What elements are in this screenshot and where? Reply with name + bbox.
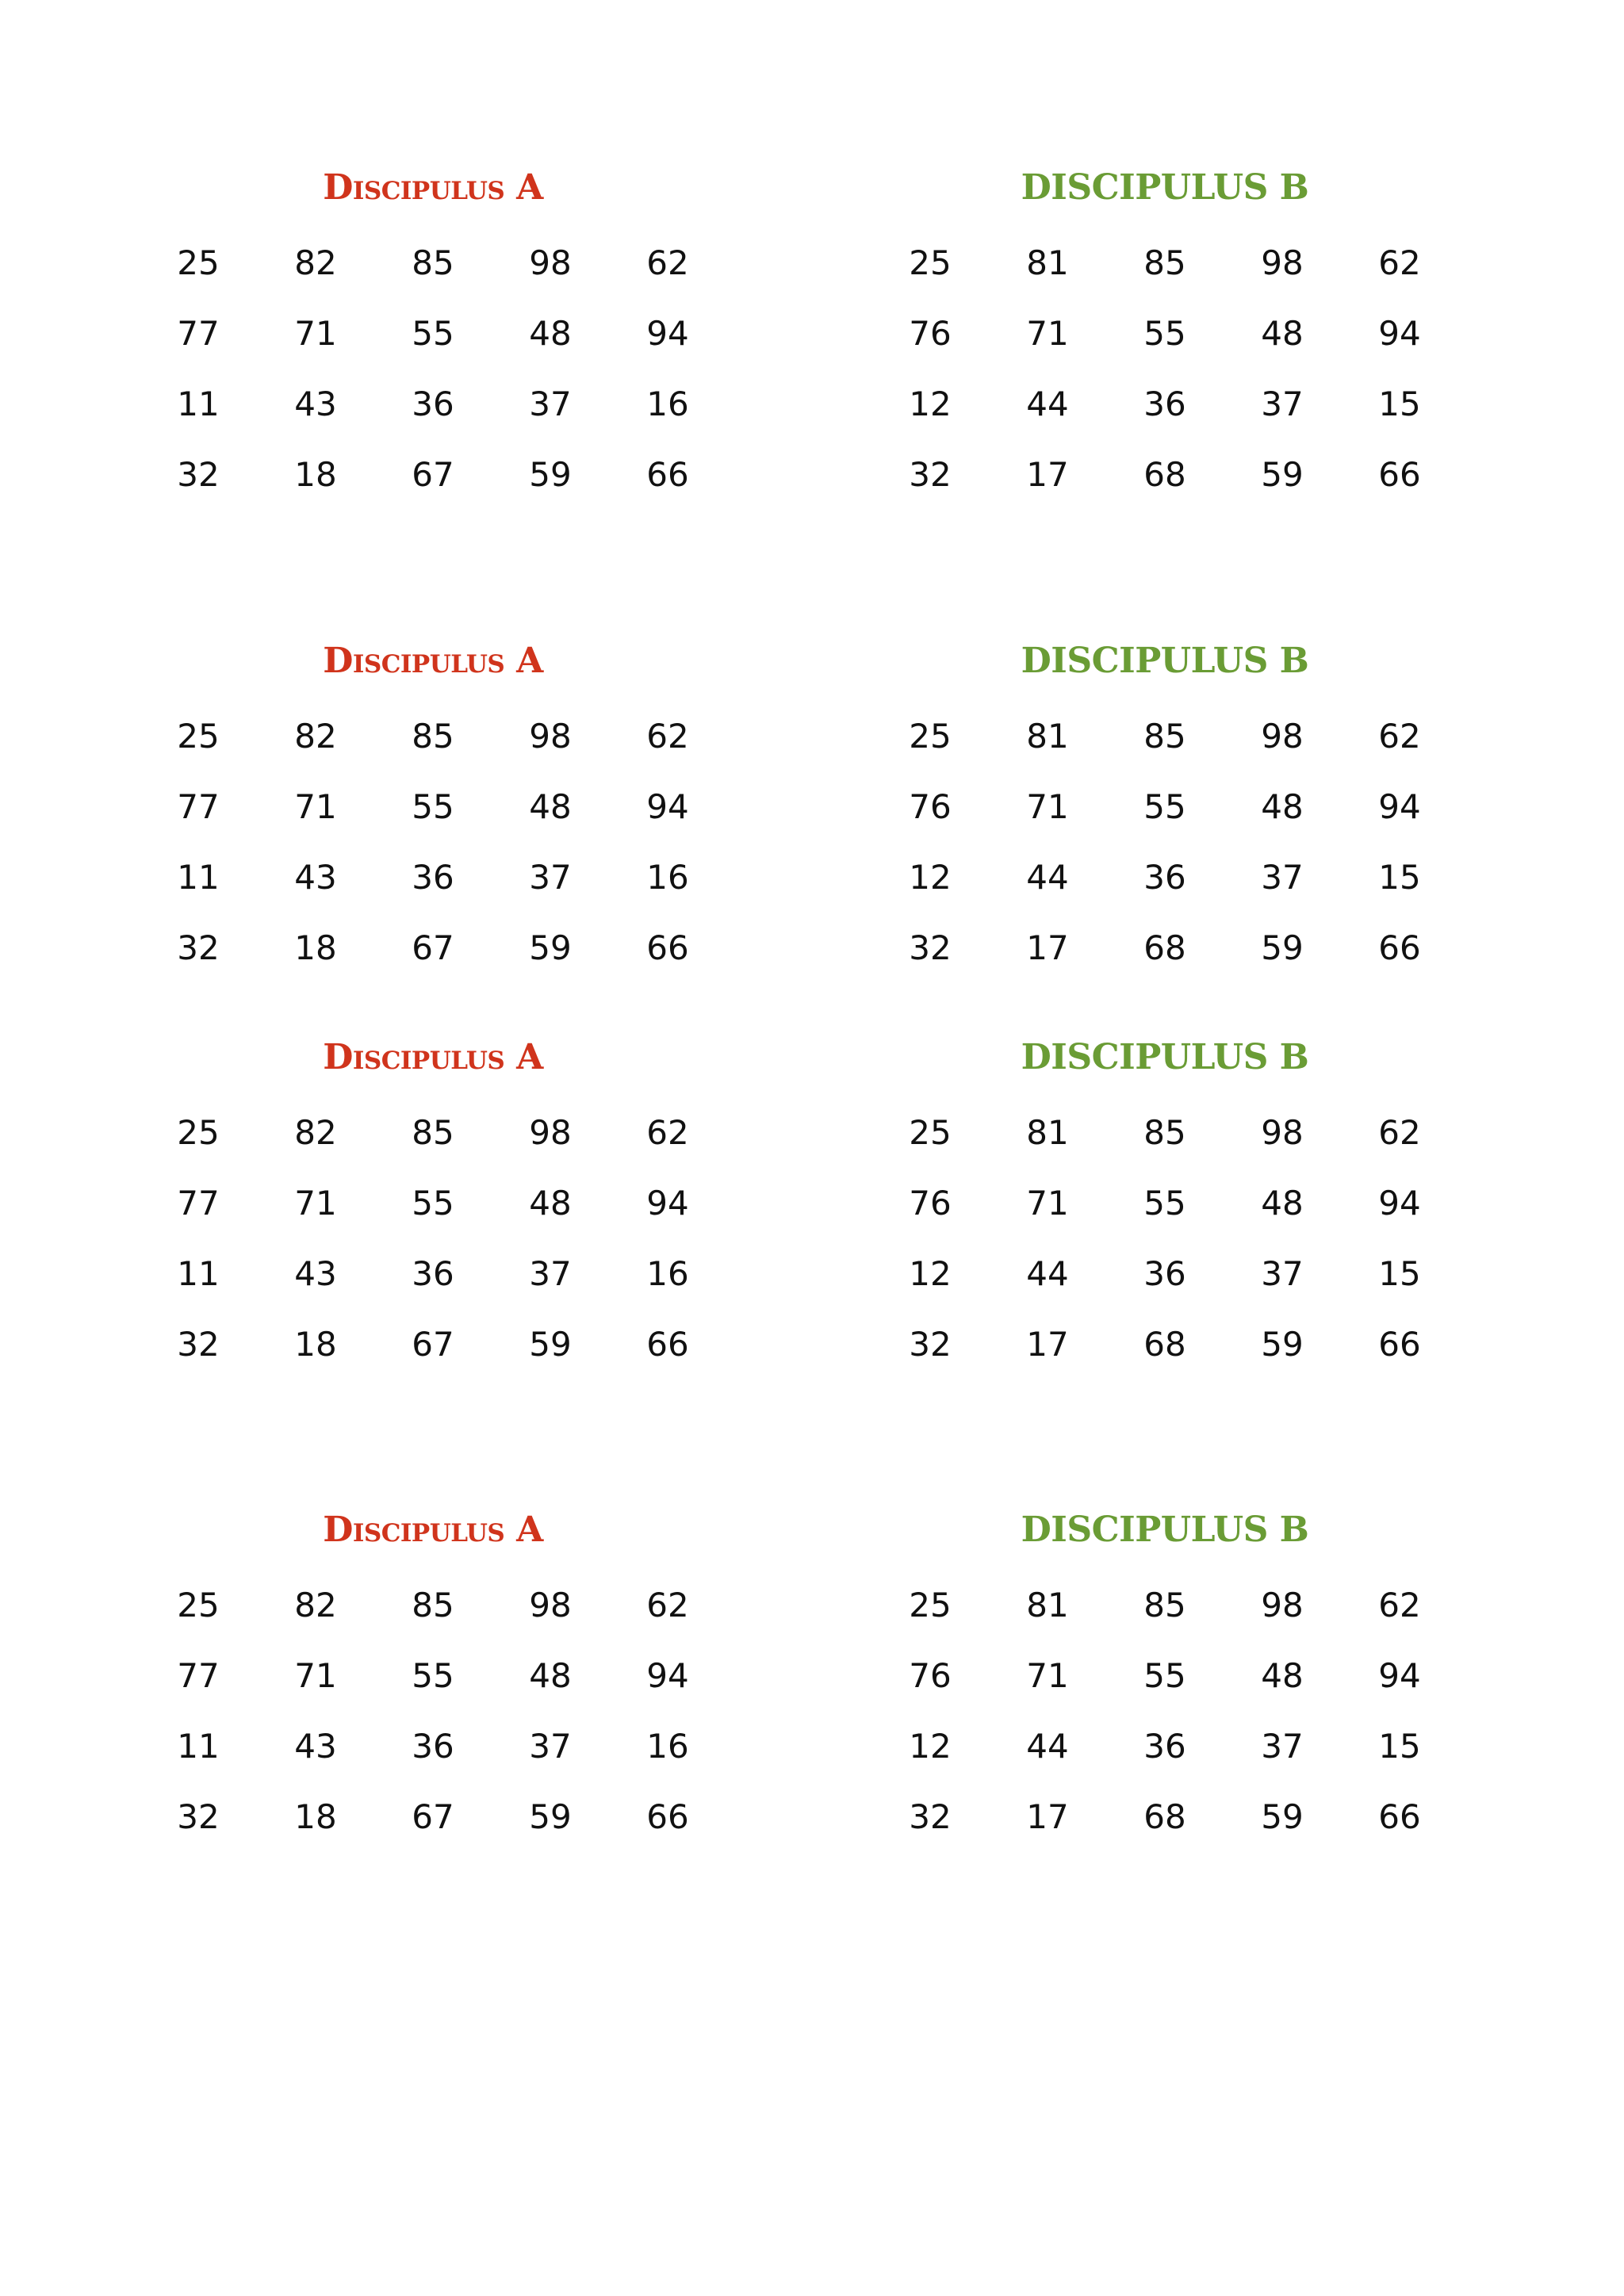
number-cell: 76	[909, 314, 952, 353]
number-grid-student-a	[140, 1570, 726, 1852]
number-cell: 55	[412, 314, 454, 353]
number-cell: 67	[412, 455, 454, 494]
number-cell: 37	[1261, 1254, 1304, 1293]
number-cell: 85	[412, 243, 454, 282]
card-title-student-a: Discipulus A	[323, 641, 543, 681]
number-cell: 36	[1143, 1254, 1186, 1293]
number-cell: 36	[412, 1254, 454, 1293]
number-cell: 98	[1261, 717, 1304, 756]
number-cell: 32	[177, 455, 220, 494]
card-title-student-b: DISCIPULUS B	[1021, 1037, 1309, 1077]
number-cell: 48	[529, 1656, 572, 1695]
number-grid-student-a	[140, 701, 726, 983]
number-cell: 82	[294, 1586, 337, 1624]
number-cell: 37	[1261, 858, 1304, 897]
number-cell: 71	[294, 1656, 337, 1695]
number-cell: 82	[294, 717, 337, 756]
number-cell: 25	[177, 243, 220, 282]
number-cell: 62	[1378, 1586, 1421, 1624]
number-cell: 98	[1261, 1113, 1304, 1152]
number-cell: 94	[646, 314, 689, 353]
number-cell: 55	[1143, 787, 1186, 826]
number-cell: 11	[177, 385, 220, 423]
number-cell: 55	[412, 1656, 454, 1695]
number-cell: 85	[1143, 243, 1186, 282]
number-cell: 37	[529, 385, 572, 423]
number-cell: 44	[1026, 1254, 1069, 1293]
number-cell: 82	[294, 1113, 337, 1152]
number-cell: 55	[1143, 1656, 1186, 1695]
card-title-student-b: DISCIPULUS B	[1021, 641, 1309, 681]
number-cell: 59	[1261, 1797, 1304, 1836]
number-cell: 62	[1378, 717, 1421, 756]
number-cell: 15	[1378, 858, 1421, 897]
number-cell: 32	[909, 1325, 952, 1364]
number-cell: 85	[412, 717, 454, 756]
number-cell: 85	[1143, 1113, 1186, 1152]
number-cell: 48	[529, 787, 572, 826]
number-cell: 71	[294, 1184, 337, 1223]
card-student-b-4	[871, 1498, 1458, 1836]
card-title-student-a: Discipulus A	[323, 167, 543, 208]
number-cell: 68	[1143, 1325, 1186, 1364]
number-cell: 32	[177, 928, 220, 967]
number-cell: 12	[909, 858, 952, 897]
card-student-a-4	[140, 1498, 726, 1836]
number-cell: 82	[294, 243, 337, 282]
number-cell: 43	[294, 858, 337, 897]
number-cell: 94	[1378, 1656, 1421, 1695]
number-cell: 66	[1378, 1325, 1421, 1364]
number-cell: 71	[294, 787, 337, 826]
number-cell: 98	[529, 1113, 572, 1152]
number-cell: 25	[909, 1586, 952, 1624]
number-cell: 48	[529, 1184, 572, 1223]
number-cell: 81	[1026, 1113, 1069, 1152]
number-cell: 94	[646, 787, 689, 826]
number-cell: 32	[177, 1797, 220, 1836]
number-cell: 77	[177, 1656, 220, 1695]
number-cell: 94	[1378, 1184, 1421, 1223]
number-cell: 98	[529, 717, 572, 756]
number-cell: 85	[412, 1113, 454, 1152]
number-cell: 12	[909, 385, 952, 423]
number-cell: 98	[1261, 243, 1304, 282]
number-cell: 48	[529, 314, 572, 353]
number-cell: 25	[909, 1113, 952, 1152]
number-cell: 94	[1378, 787, 1421, 826]
number-cell: 59	[1261, 1325, 1304, 1364]
number-grid-student-b	[871, 1570, 1458, 1852]
number-cell: 37	[529, 1254, 572, 1293]
number-cell: 32	[909, 1797, 952, 1836]
number-cell: 94	[1378, 314, 1421, 353]
number-cell: 16	[646, 1254, 689, 1293]
number-cell: 59	[1261, 455, 1304, 494]
number-cell: 55	[412, 1184, 454, 1223]
number-cell: 77	[177, 1184, 220, 1223]
number-cell: 17	[1026, 1797, 1069, 1836]
number-cell: 16	[646, 1727, 689, 1766]
number-cell: 48	[1261, 1184, 1304, 1223]
number-cell: 48	[1261, 314, 1304, 353]
number-cell: 18	[294, 455, 337, 494]
number-cell: 44	[1026, 385, 1069, 423]
number-cell: 15	[1378, 385, 1421, 423]
number-cell: 67	[412, 1325, 454, 1364]
number-cell: 98	[1261, 1586, 1304, 1624]
number-cell: 18	[294, 928, 337, 967]
number-cell: 59	[1261, 928, 1304, 967]
number-cell: 77	[177, 787, 220, 826]
number-cell: 98	[529, 1586, 572, 1624]
card-title-student-b: DISCIPULUS B	[1021, 167, 1309, 208]
number-grid-student-b	[871, 1097, 1458, 1380]
number-cell: 32	[909, 928, 952, 967]
number-cell: 12	[909, 1254, 952, 1293]
number-cell: 81	[1026, 717, 1069, 756]
card-student-a-2	[140, 629, 726, 967]
number-cell: 94	[646, 1184, 689, 1223]
number-cell: 55	[1143, 314, 1186, 353]
number-cell: 36	[412, 385, 454, 423]
number-cell: 81	[1026, 243, 1069, 282]
number-cell: 71	[1026, 1184, 1069, 1223]
number-cell: 71	[294, 314, 337, 353]
number-cell: 76	[909, 787, 952, 826]
number-cell: 71	[1026, 314, 1069, 353]
number-cell: 25	[177, 717, 220, 756]
number-cell: 66	[1378, 928, 1421, 967]
number-cell: 37	[1261, 385, 1304, 423]
number-cell: 68	[1143, 455, 1186, 494]
number-cell: 62	[646, 243, 689, 282]
number-cell: 71	[1026, 787, 1069, 826]
number-cell: 98	[529, 243, 572, 282]
number-cell: 85	[412, 1586, 454, 1624]
number-cell: 32	[909, 455, 952, 494]
number-cell: 66	[646, 1325, 689, 1364]
number-cell: 32	[177, 1325, 220, 1364]
number-cell: 11	[177, 858, 220, 897]
number-cell: 11	[177, 1254, 220, 1293]
number-cell: 66	[1378, 1797, 1421, 1836]
number-cell: 11	[177, 1727, 220, 1766]
number-cell: 77	[177, 314, 220, 353]
number-cell: 48	[1261, 1656, 1304, 1695]
number-grid-student-a	[140, 1097, 726, 1380]
number-cell: 36	[412, 858, 454, 897]
number-cell: 36	[1143, 1727, 1186, 1766]
number-cell: 59	[529, 928, 572, 967]
card-title-student-a: Discipulus A	[323, 1037, 543, 1077]
number-cell: 62	[1378, 243, 1421, 282]
number-cell: 55	[1143, 1184, 1186, 1223]
number-cell: 85	[1143, 1586, 1186, 1624]
number-cell: 43	[294, 385, 337, 423]
number-cell: 76	[909, 1656, 952, 1695]
number-cell: 62	[646, 1586, 689, 1624]
number-cell: 59	[529, 455, 572, 494]
number-cell: 25	[909, 243, 952, 282]
number-cell: 15	[1378, 1727, 1421, 1766]
number-cell: 81	[1026, 1586, 1069, 1624]
number-cell: 16	[646, 385, 689, 423]
number-cell: 37	[529, 1727, 572, 1766]
number-cell: 76	[909, 1184, 952, 1223]
number-cell: 17	[1026, 455, 1069, 494]
number-cell: 62	[1378, 1113, 1421, 1152]
number-cell: 25	[177, 1113, 220, 1152]
number-grid-student-b	[871, 228, 1458, 510]
number-cell: 94	[646, 1656, 689, 1695]
number-grid-student-b	[871, 701, 1458, 983]
number-cell: 36	[1143, 858, 1186, 897]
number-cell: 25	[909, 717, 952, 756]
number-cell: 18	[294, 1797, 337, 1836]
number-cell: 15	[1378, 1254, 1421, 1293]
number-cell: 12	[909, 1727, 952, 1766]
number-cell: 67	[412, 928, 454, 967]
number-cell: 25	[177, 1586, 220, 1624]
card-student-a-3	[140, 1026, 726, 1364]
number-cell: 17	[1026, 928, 1069, 967]
number-cell: 37	[1261, 1727, 1304, 1766]
number-cell: 17	[1026, 1325, 1069, 1364]
number-cell: 18	[294, 1325, 337, 1364]
number-cell: 66	[646, 928, 689, 967]
number-cell: 68	[1143, 928, 1186, 967]
card-student-b-2	[871, 629, 1458, 967]
number-cell: 85	[1143, 717, 1186, 756]
number-cell: 66	[1378, 455, 1421, 494]
number-cell: 71	[1026, 1656, 1069, 1695]
number-cell: 59	[529, 1797, 572, 1836]
number-cell: 16	[646, 858, 689, 897]
number-grid-student-a	[140, 228, 726, 510]
number-cell: 48	[1261, 787, 1304, 826]
number-cell: 67	[412, 1797, 454, 1836]
number-cell: 44	[1026, 1727, 1069, 1766]
card-title-student-b: DISCIPULUS B	[1021, 1510, 1309, 1550]
number-cell: 62	[646, 1113, 689, 1152]
card-student-b-3	[871, 1026, 1458, 1364]
number-cell: 62	[646, 717, 689, 756]
number-cell: 55	[412, 787, 454, 826]
number-cell: 66	[646, 455, 689, 494]
card-title-student-a: Discipulus A	[323, 1510, 543, 1550]
number-cell: 66	[646, 1797, 689, 1836]
number-cell: 59	[529, 1325, 572, 1364]
number-cell: 37	[529, 858, 572, 897]
number-cell: 44	[1026, 858, 1069, 897]
card-student-b-1	[871, 156, 1458, 494]
number-cell: 43	[294, 1254, 337, 1293]
card-student-a-1	[140, 156, 726, 494]
number-cell: 36	[412, 1727, 454, 1766]
number-cell: 36	[1143, 385, 1186, 423]
number-cell: 68	[1143, 1797, 1186, 1836]
number-cell: 43	[294, 1727, 337, 1766]
